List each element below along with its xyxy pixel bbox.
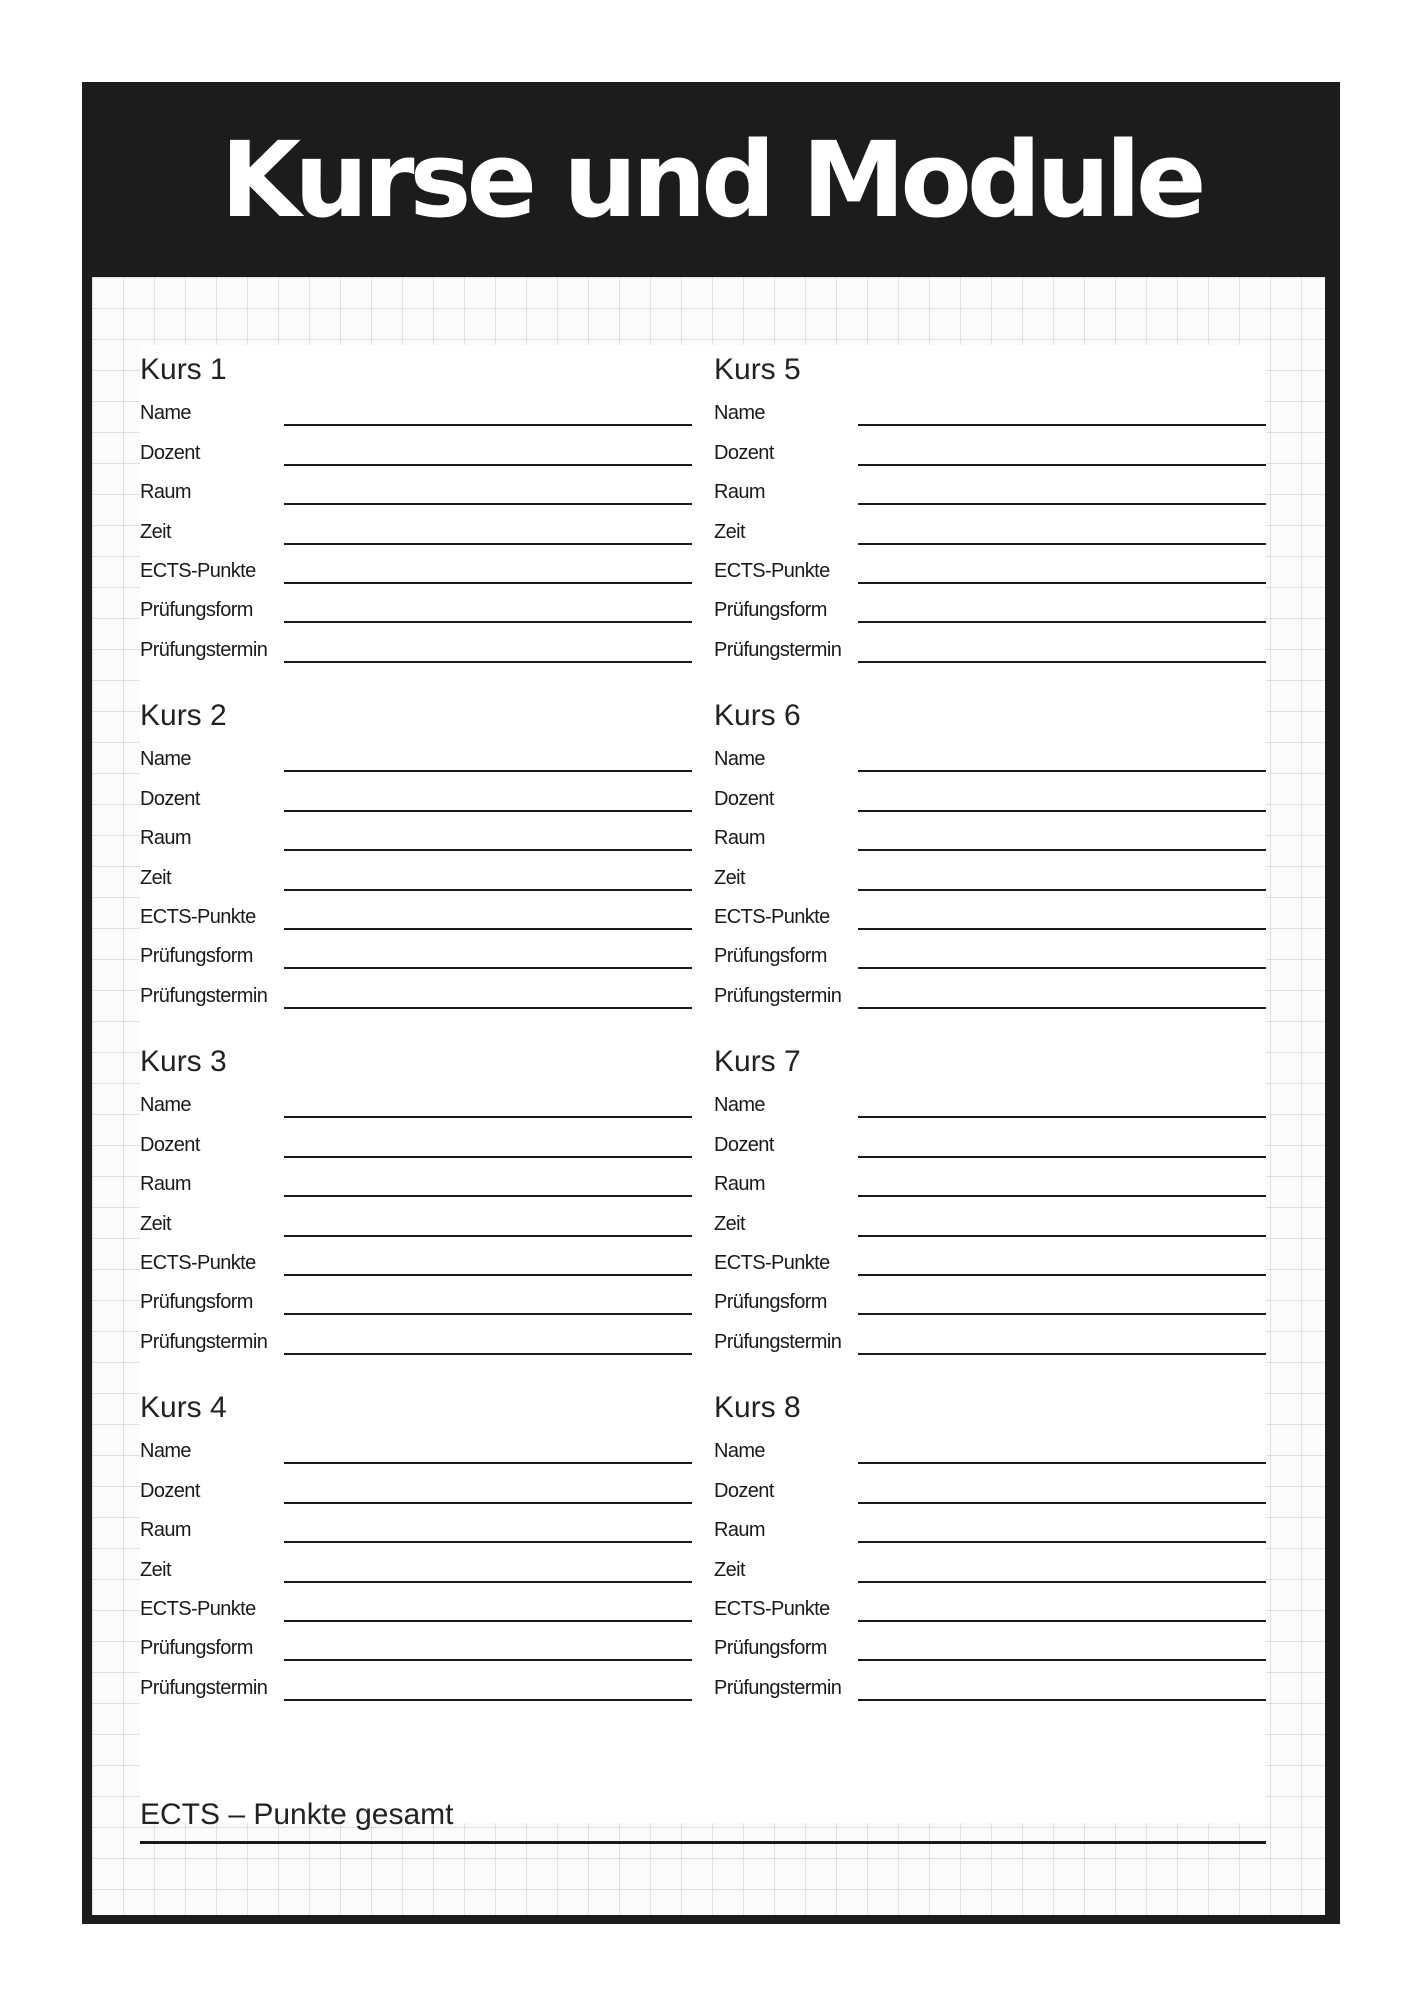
course-field <box>714 1081 1266 1120</box>
fill-in-line[interactable] <box>284 770 692 772</box>
field-label: Raum <box>714 827 765 850</box>
course-field <box>714 389 1266 428</box>
course-field <box>140 1427 692 1466</box>
field-label: Prüfungstermin <box>140 1676 268 1699</box>
field-label: Prüfungsform <box>140 1291 253 1314</box>
course-field <box>714 586 1266 625</box>
fill-in-line[interactable] <box>858 1116 1266 1118</box>
fill-in-line[interactable] <box>284 543 692 545</box>
course-block <box>140 691 692 1037</box>
course-field <box>140 735 692 774</box>
course-field <box>714 1506 1266 1545</box>
course-field <box>714 971 1266 1010</box>
course-field <box>714 1427 1266 1466</box>
course-field <box>140 507 692 546</box>
fill-in-line[interactable] <box>284 849 692 851</box>
field-label: Prüfungstermin <box>714 984 842 1007</box>
fill-in-line[interactable] <box>858 661 1266 663</box>
course-field <box>714 735 1266 774</box>
course-field <box>140 1317 692 1356</box>
course-field <box>140 1624 692 1663</box>
page-frame <box>82 82 1340 1924</box>
course-field <box>714 814 1266 853</box>
field-label: Zeit <box>714 520 745 543</box>
title-banner <box>82 82 1340 277</box>
fill-in-line[interactable] <box>858 582 1266 584</box>
field-label: ECTS-Punkte <box>714 905 830 928</box>
course-field <box>140 1585 692 1624</box>
fill-in-line[interactable] <box>284 1116 692 1118</box>
field-label: Name <box>714 748 765 771</box>
field-label: Raum <box>140 481 191 504</box>
field-label: Prüfungsform <box>140 1637 253 1660</box>
fill-in-line[interactable] <box>858 967 1266 969</box>
fill-in-line[interactable] <box>284 1195 692 1197</box>
field-label: Prüfungsform <box>140 599 253 622</box>
course-field <box>714 1663 1266 1702</box>
course-field <box>714 625 1266 664</box>
course-field <box>714 1239 1266 1278</box>
fill-in-line[interactable] <box>284 1353 692 1355</box>
ects-total-line[interactable] <box>140 1841 1266 1844</box>
field-label: Prüfungsform <box>714 945 827 968</box>
field-label: Dozent <box>714 787 774 810</box>
field-label: ECTS-Punkte <box>140 1251 256 1274</box>
course-field <box>714 853 1266 892</box>
field-label: Prüfungstermin <box>140 638 268 661</box>
field-label: Zeit <box>714 1212 745 1235</box>
course-block <box>140 1037 692 1383</box>
fill-in-line[interactable] <box>284 424 692 426</box>
fill-in-line[interactable] <box>858 1274 1266 1276</box>
fill-in-line[interactable] <box>284 1620 692 1622</box>
fill-in-line[interactable] <box>284 1541 692 1543</box>
field-label: Zeit <box>140 520 171 543</box>
field-label: Name <box>714 402 765 425</box>
course-field <box>140 428 692 467</box>
course-title: Kurs 4 <box>140 1391 227 1424</box>
fill-in-line[interactable] <box>284 1462 692 1464</box>
course-field <box>714 428 1266 467</box>
ects-total-label: ECTS – Punkte gesamt <box>140 1798 454 1831</box>
fill-in-line[interactable] <box>858 1462 1266 1464</box>
right-column <box>714 345 1266 1729</box>
course-field <box>140 1239 692 1278</box>
fill-in-line[interactable] <box>284 1581 692 1583</box>
fill-in-line[interactable] <box>858 849 1266 851</box>
field-label: ECTS-Punkte <box>140 559 256 582</box>
fill-in-line[interactable] <box>858 1235 1266 1237</box>
course-field <box>140 1278 692 1317</box>
field-label: Zeit <box>140 1212 171 1235</box>
course-field <box>140 932 692 971</box>
field-label: Raum <box>714 481 765 504</box>
course-field <box>140 1081 692 1120</box>
fill-in-line[interactable] <box>284 810 692 812</box>
course-field <box>714 1585 1266 1624</box>
fill-in-line[interactable] <box>858 543 1266 545</box>
field-label: Name <box>714 1094 765 1117</box>
field-label: ECTS-Punkte <box>714 1251 830 1274</box>
field-label: Zeit <box>140 1558 171 1581</box>
course-field <box>714 774 1266 813</box>
course-block <box>714 691 1266 1037</box>
left-column <box>140 345 692 1729</box>
field-label: Dozent <box>714 1479 774 1502</box>
field-label: Raum <box>140 1519 191 1542</box>
course-title: Kurs 1 <box>140 353 227 386</box>
course-field <box>140 468 692 507</box>
fill-in-line[interactable] <box>858 424 1266 426</box>
field-label: ECTS-Punkte <box>714 559 830 582</box>
course-field <box>140 1466 692 1505</box>
course-title: Kurs 5 <box>714 353 801 386</box>
course-field <box>714 1317 1266 1356</box>
fill-in-line[interactable] <box>858 770 1266 772</box>
fill-in-line[interactable] <box>858 1007 1266 1009</box>
field-label: Name <box>140 748 191 771</box>
course-field <box>140 586 692 625</box>
course-block <box>140 1383 692 1729</box>
field-label: Raum <box>714 1173 765 1196</box>
course-field <box>140 774 692 813</box>
field-label: Name <box>714 1440 765 1463</box>
fill-in-line[interactable] <box>858 810 1266 812</box>
course-block <box>714 1383 1266 1729</box>
course-block <box>714 1037 1266 1383</box>
course-field <box>140 1545 692 1584</box>
page-title: Kurse und Module <box>220 118 1202 241</box>
course-field <box>140 1160 692 1199</box>
course-field <box>140 1663 692 1702</box>
fill-in-line[interactable] <box>858 1581 1266 1583</box>
course-field <box>714 1278 1266 1317</box>
course-title: Kurs 8 <box>714 1391 801 1424</box>
field-label: Dozent <box>714 441 774 464</box>
course-field <box>714 893 1266 932</box>
fill-in-line[interactable] <box>284 1313 692 1315</box>
fill-in-line[interactable] <box>284 464 692 466</box>
field-label: Prüfungstermin <box>714 1330 842 1353</box>
course-title: Kurs 6 <box>714 699 801 732</box>
course-field <box>714 1160 1266 1199</box>
field-label: Raum <box>140 827 191 850</box>
course-title: Kurs 3 <box>140 1045 227 1078</box>
course-field <box>140 625 692 664</box>
field-label: Prüfungstermin <box>714 638 842 661</box>
fill-in-line[interactable] <box>284 928 692 930</box>
field-label: Raum <box>140 1173 191 1196</box>
field-label: Zeit <box>140 866 171 889</box>
course-field <box>140 547 692 586</box>
field-label: Prüfungstermin <box>714 1676 842 1699</box>
field-label: Prüfungsform <box>714 599 827 622</box>
course-field <box>714 1545 1266 1584</box>
field-label: Dozent <box>140 441 200 464</box>
grid-background <box>92 277 1325 1915</box>
fill-in-line[interactable] <box>284 1007 692 1009</box>
fill-in-line[interactable] <box>858 621 1266 623</box>
field-label: Prüfungsform <box>714 1291 827 1314</box>
field-label: Dozent <box>140 1133 200 1156</box>
course-field <box>140 971 692 1010</box>
field-label: ECTS-Punkte <box>140 905 256 928</box>
fill-in-line[interactable] <box>284 967 692 969</box>
course-title: Kurs 2 <box>140 699 227 732</box>
fill-in-line[interactable] <box>858 1699 1266 1701</box>
fill-in-line[interactable] <box>858 889 1266 891</box>
field-label: Name <box>140 1094 191 1117</box>
field-label: Raum <box>714 1519 765 1542</box>
fill-in-line[interactable] <box>284 503 692 505</box>
course-field <box>140 814 692 853</box>
field-label: Prüfungstermin <box>140 984 268 1007</box>
course-field <box>714 1120 1266 1159</box>
field-label: Name <box>140 1440 191 1463</box>
fill-in-line[interactable] <box>858 1353 1266 1355</box>
course-field <box>714 1466 1266 1505</box>
fill-in-line[interactable] <box>858 928 1266 930</box>
field-label: Prüfungstermin <box>140 1330 268 1353</box>
fill-in-line[interactable] <box>858 1502 1266 1504</box>
fill-in-line[interactable] <box>284 621 692 623</box>
fill-in-line[interactable] <box>284 1156 692 1158</box>
field-label: Name <box>140 402 191 425</box>
field-label: Dozent <box>714 1133 774 1156</box>
fill-in-line[interactable] <box>858 1313 1266 1315</box>
fill-in-line[interactable] <box>858 1620 1266 1622</box>
field-label: ECTS-Punkte <box>714 1597 830 1620</box>
fill-in-line[interactable] <box>858 464 1266 466</box>
course-field <box>140 853 692 892</box>
course-field <box>714 468 1266 507</box>
fill-in-line[interactable] <box>858 1541 1266 1543</box>
field-label: Zeit <box>714 866 745 889</box>
course-field <box>714 547 1266 586</box>
field-label: Zeit <box>714 1558 745 1581</box>
course-field <box>140 1199 692 1238</box>
course-field <box>140 1506 692 1545</box>
fill-in-line[interactable] <box>858 503 1266 505</box>
course-field <box>140 1120 692 1159</box>
field-label: Prüfungsform <box>714 1637 827 1660</box>
fill-in-line[interactable] <box>284 1274 692 1276</box>
course-field <box>714 1199 1266 1238</box>
fill-in-line[interactable] <box>284 1235 692 1237</box>
course-title: Kurs 7 <box>714 1045 801 1078</box>
course-field <box>714 507 1266 546</box>
fill-in-line[interactable] <box>858 1156 1266 1158</box>
fill-in-line[interactable] <box>284 1502 692 1504</box>
course-field <box>140 389 692 428</box>
field-label: Dozent <box>140 787 200 810</box>
course-grid <box>140 345 1266 1729</box>
fill-in-line[interactable] <box>284 889 692 891</box>
course-block <box>140 345 692 691</box>
fill-in-line[interactable] <box>284 661 692 663</box>
course-block <box>714 345 1266 691</box>
course-field <box>714 932 1266 971</box>
fill-in-line[interactable] <box>858 1195 1266 1197</box>
course-field <box>140 893 692 932</box>
field-label: Prüfungsform <box>140 945 253 968</box>
fill-in-line[interactable] <box>284 582 692 584</box>
fill-in-line[interactable] <box>284 1659 692 1661</box>
field-label: ECTS-Punkte <box>140 1597 256 1620</box>
field-label: Dozent <box>140 1479 200 1502</box>
form-sheet <box>140 345 1266 1831</box>
fill-in-line[interactable] <box>284 1699 692 1701</box>
course-field <box>714 1624 1266 1663</box>
fill-in-line[interactable] <box>858 1659 1266 1661</box>
ects-total <box>140 1797 1266 1844</box>
